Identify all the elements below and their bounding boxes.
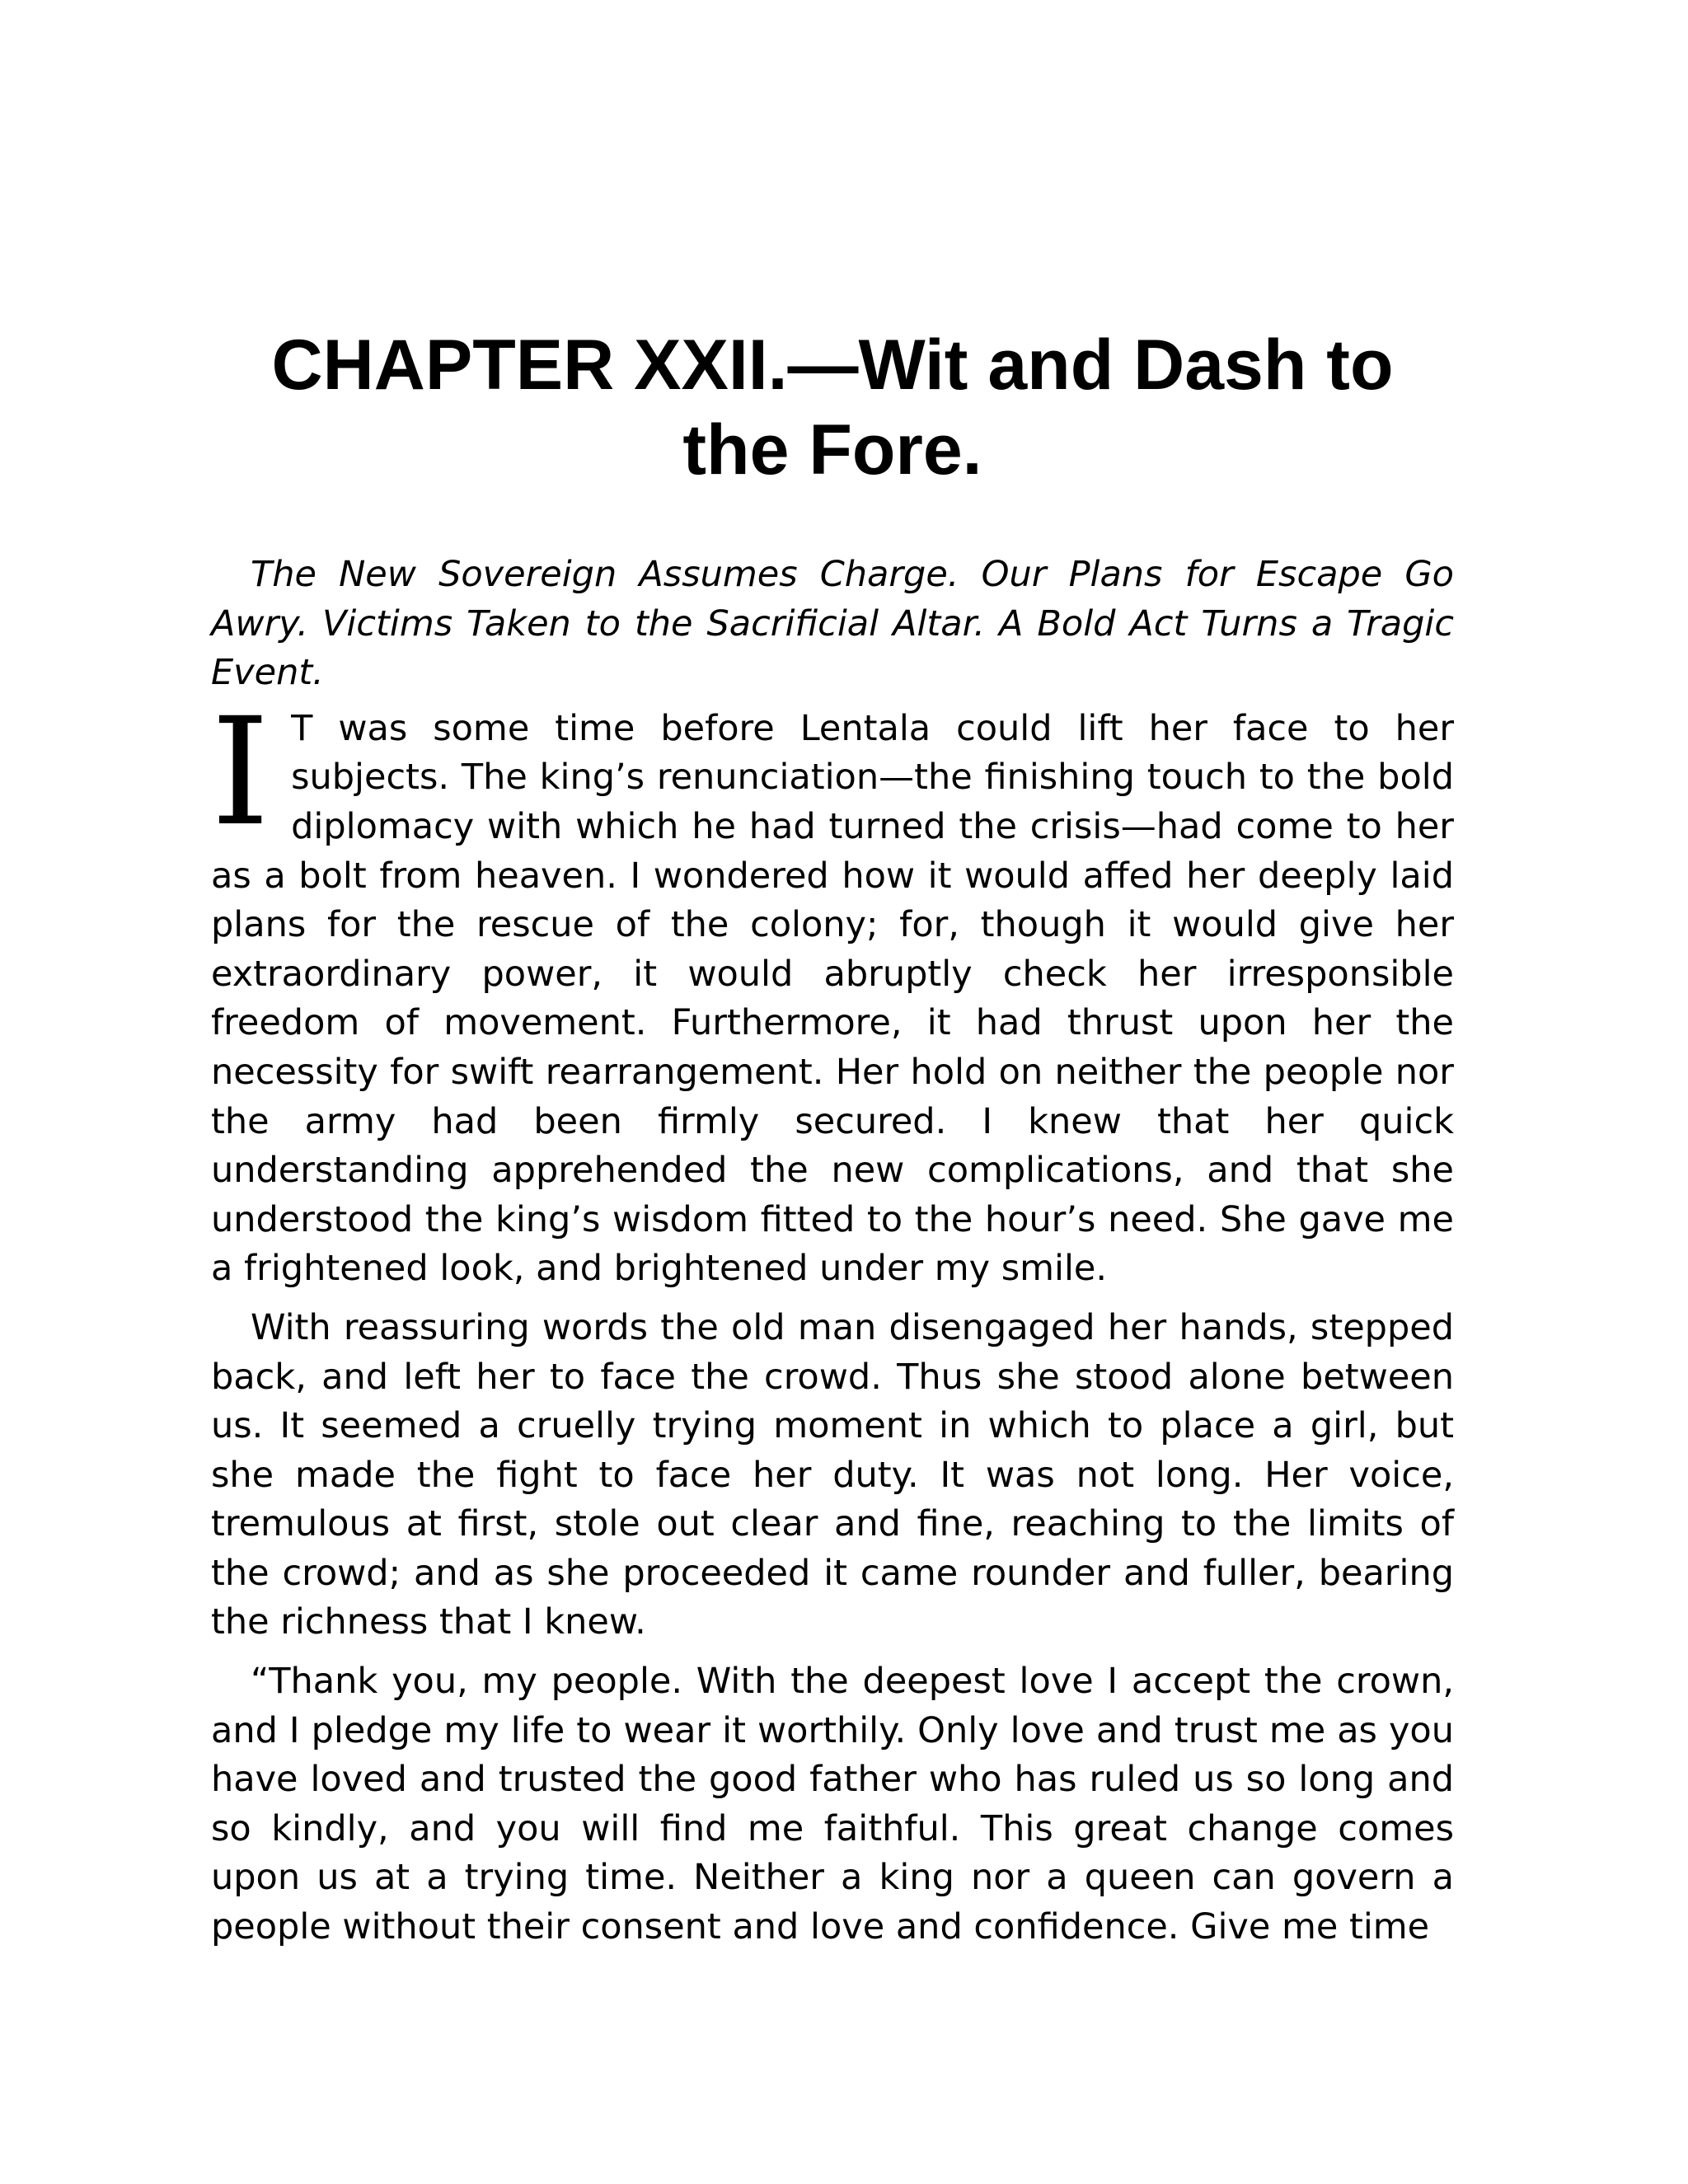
paragraph-2: With reassuring words the old man disengaged her hands, stepped back, and left her to face the crowd. Thus she stood alone between us. It seemed a cruelly trying moment in which to place a girl, but she made the fight to face her duty. It was not long. Her voice, tremulous at first, stole out clear and fine, reaching to the limits of the crowd; and as she proceeded it came rounder and fuller, bearing the richness that I knew. xyxy=(211,1306,1454,1643)
paragraph-1-text: T was some time before Lentala could lift her face to her subjects. The king’s renunciation—the finishing touch to the bold diplomacy with which he had turned the crisis—had come to her as a bolt from heaven. I wondered how it would affed her deeply laid plans for the rescue of the colony; for, though it would give her extraordinary power, it would abruptly check her irresponsible freedom of movement. Furthermore, it had thrust upon her the necessity for swift rearrangement. Her hold on neither the people nor the army had been firmly secured. I knew that her quick understanding apprehended the new complications, and that she understood the king’s wisdom fitted to the hour’s need. She gave me a frightened look, and brightened under my smile. xyxy=(211,707,1454,1290)
page-text-block xyxy=(211,323,1454,1962)
paragraph-1 xyxy=(211,686,1454,1294)
chapter-summary: The New Sovereign Assumes Charge. Our Plans for Escape Go Awry. Victims Taken to the Sacrificial Altar. A Bold Act Turns a Tragic Event. xyxy=(211,554,1454,694)
chapter-title: CHAPTER XXII.—Wit and Dash to the Fore. xyxy=(271,326,1394,490)
paragraph-3: “Thank you, my people. With the deepest love I accept the crown, and I pledge my life to wear it worthily. Only love and trust me as you have loved and trusted the good father who has ruled us so long and so kindly, and you will find me faithful. This great change comes upon us at a trying time. Neither a king nor a queen can govern a people without their consent and love and confidence. Give me time xyxy=(211,1661,1454,1948)
drop-cap: I xyxy=(211,686,270,859)
